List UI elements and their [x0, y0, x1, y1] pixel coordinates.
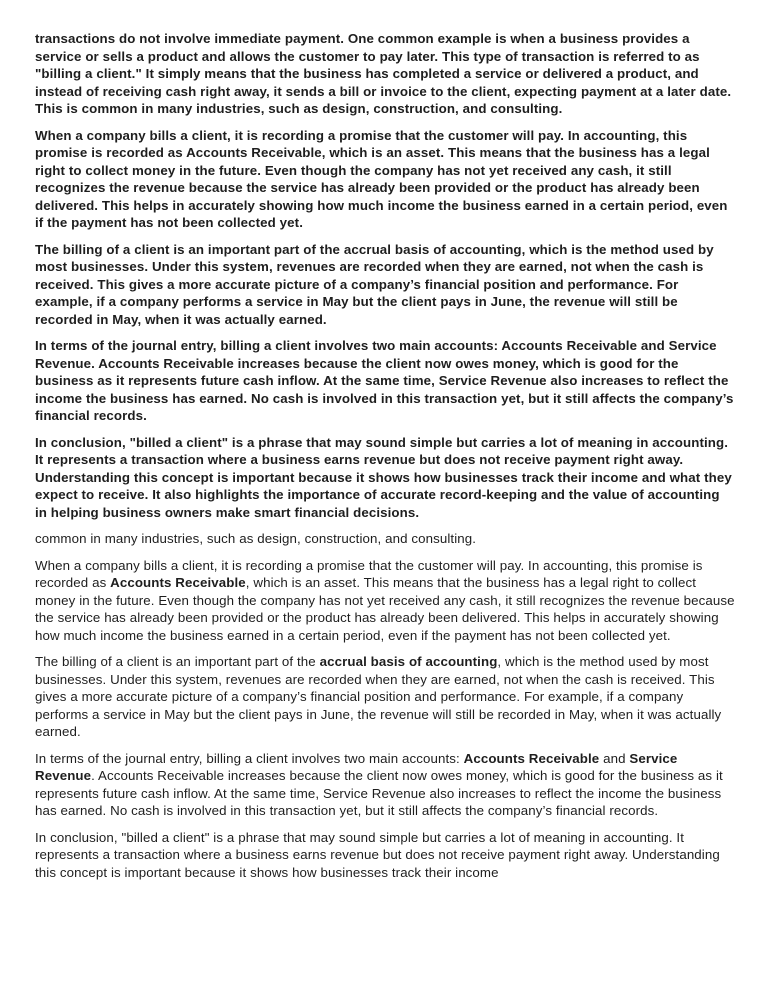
text-run: In terms of the journal entry, billing a client involves two main accounts: — [35, 750, 464, 766]
text-run: , which is the method used by most businesses. Under this system, revenues are recorded when they are earned, not when the cash is received. This gives a more accurate picture of a company’s financial position and performance. For example, if a company performs a service in May but the client pays in June, the revenue will still be recorded in May, when it was actually earned. — [35, 654, 722, 739]
text-run: In conclusion, "billed a client" is a phrase that may sound simple but carries a lot of meaning in accounting. It represents a transaction where a business earns revenue but does not receive payment right away. Understanding this concept is important because it shows how businesses track their income — [35, 829, 720, 880]
bold-text-run: When a company bills a client, it is recording a promise that the customer will pay. In accounting, this promise is recorded as Accounts Receivable, which is an asset. This means that the business has a legal right to collect money in the future. Even though the company has not yet received any cash, it still recognizes the revenue because the service has already been provided or the product has already been delivered. This helps in accurately showing how much income the business earned in a certain period, even if the payment has not been collected yet. — [35, 127, 728, 230]
paragraph — [35, 241, 735, 329]
text-run: When a company bills a client, it is recording a promise that the customer will pay. In accounting, this promise is recorded as — [35, 557, 703, 590]
bold-text-run: Service Revenue — [35, 750, 678, 783]
text-run: , which is an asset. This means that the business has a legal right to collect money in the future. Even though the company has not yet received any cash, it still recognizes the revenue because the service has already been provided or the product has already been delivered. This helps in accurately showing how much income the business earned in a certain period, even if the payment has not been collected yet. — [35, 575, 735, 643]
bold-text-run: Accounts Receivable — [463, 750, 600, 766]
bold-text-run: In conclusion, "billed a client" is a phrase that may sound simple but carries a lot of meaning in accounting. It represents a transaction where a business earns revenue but does not receive payment right away. Understanding this concept is important because it shows how businesses track their income and what they expect to receive. It also highlights the importance of accurate record-keeping and the value of accounting in helping business owners make smart financial decisions. — [35, 434, 732, 520]
document-text-body — [35, 30, 735, 881]
bold-text-run: Accounts Receivable — [110, 575, 246, 590]
paragraph — [35, 434, 735, 522]
paragraph — [35, 653, 735, 741]
bold-text-run: transactions do not involve immediate payment. One common example is when a business provides a service or sells a product and allows the customer to pay later. This type of transaction is referred to as "billing a client." It simply means that the business has completed a service or delivered a product, and instead of receiving cash right away, it sends a bill or invoice to the client, expecting payment at a later date. This is common in many industries, such as design, construction, and consulting. — [35, 31, 732, 116]
text-run: . Accounts Receivable increases because the client now owes money, which is good for the business as it represents future cash inflow. At the same time, Service Revenue also increases to reflect the income the business has earned. No cash is involved in this transaction yet, but it still affects the company’s financial records. — [35, 768, 723, 818]
text-run: common in many industries, such as design, construction, and consulting. — [35, 531, 477, 546]
paragraph — [35, 337, 735, 425]
paragraph — [35, 557, 735, 645]
paragraph — [35, 530, 735, 548]
text-run: and — [599, 750, 630, 766]
bold-text-run: accrual basis of accounting — [319, 654, 498, 669]
paragraph — [35, 750, 735, 820]
paragraph — [35, 829, 735, 882]
text-run: The billing of a client is an important part of the — [35, 654, 320, 669]
bold-text-run: In terms of the journal entry, billing a client involves two main accounts: Accounts Receivable and Service Revenue. Accounts Receivable increases because the client now owes money, which is good for the business as it represents future cash inflow. At the same time, Service Revenue also increases to reflect the income the business has earned. No cash is involved in this transaction yet, but it still affects the company’s financial records. — [35, 338, 734, 423]
paragraph — [35, 127, 735, 232]
bold-text-run: The billing of a client is an important part of the accrual basis of accounting, which is the method used by most businesses. Under this system, revenues are recorded when they are earned, not when the cash is received. This gives a more accurate picture of a company’s financial position and performance. For example, if a company performs a service in May but the client pays in June, the revenue will still be recorded in May, when it was actually earned. — [35, 241, 714, 327]
paragraph — [35, 30, 735, 118]
